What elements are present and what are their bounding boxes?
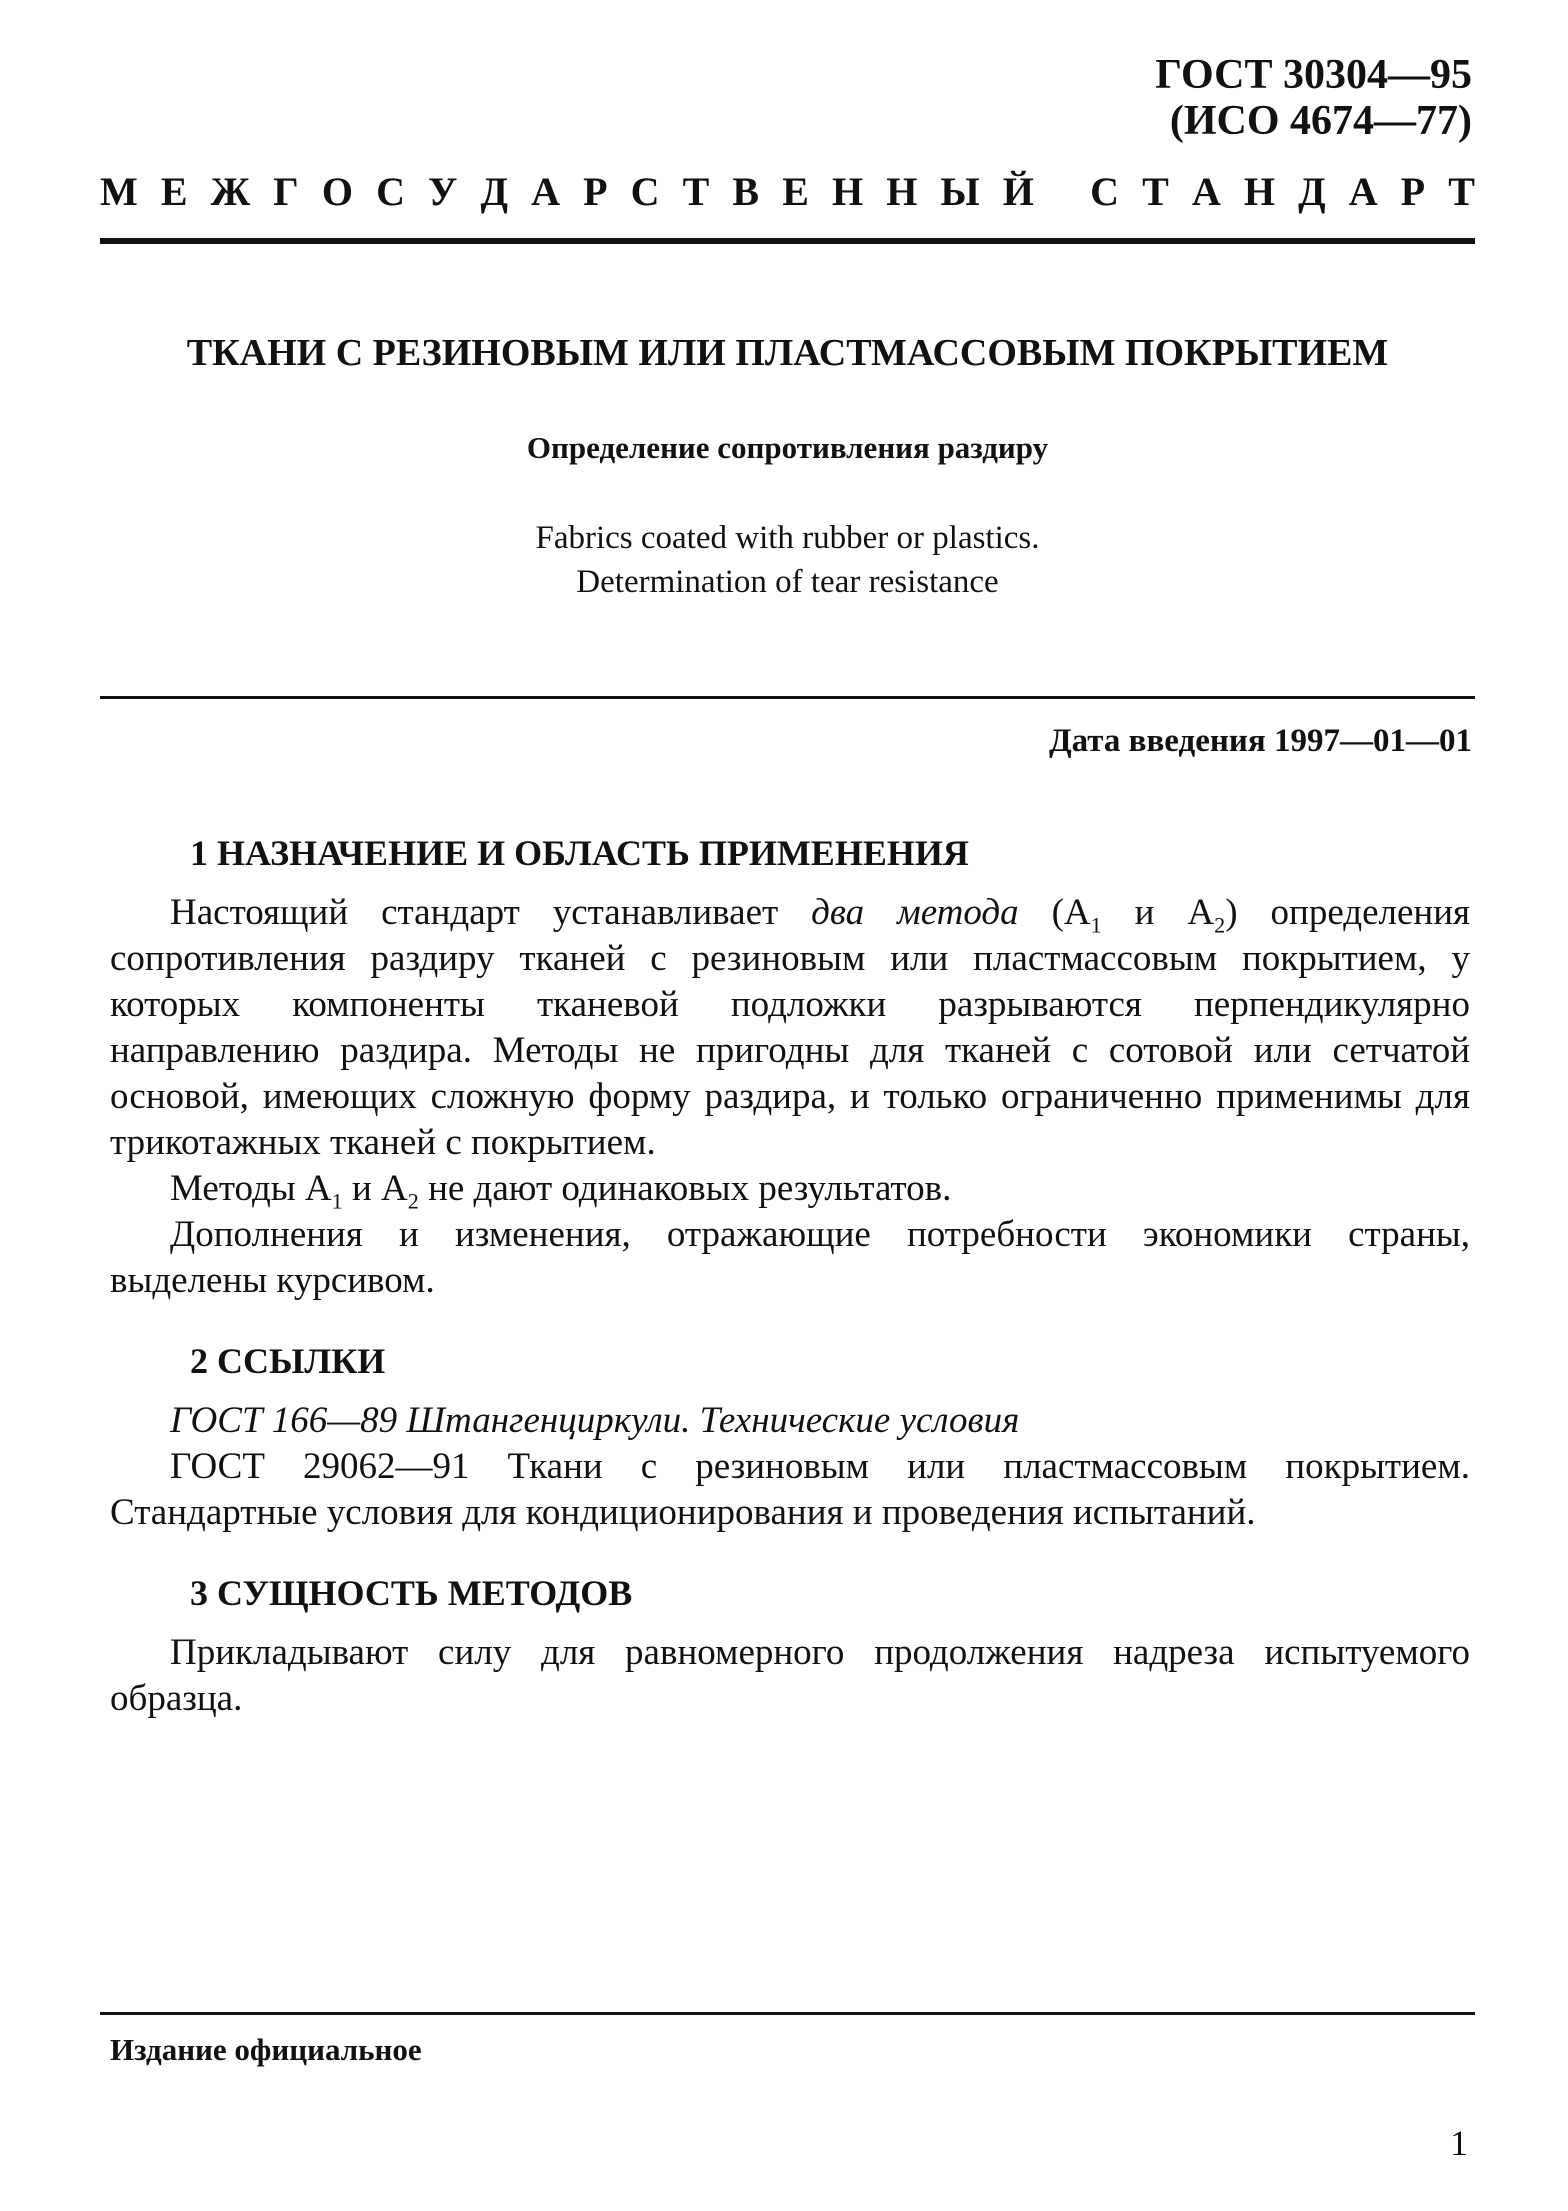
banner-letter: Д [480,169,509,214]
spacer [110,1304,1470,1338]
banner-letter: Р [583,169,608,214]
banner-letter: Т [1448,169,1475,214]
document-title: ТКАНИ С РЕЗИНОВЫМ ИЛИ ПЛАСТМАССОВЫМ ПОКРЫТИЕМ [186,332,1389,374]
section-1-paragraph-2 [110,1166,1470,1212]
reference-2: ГОСТ 29062—91 Ткани с резиновым или пластмассовым покрытием. Стандартные условия для кондиционирования и проведения испытаний. [110,1446,1470,1533]
banner-letter: В [732,169,760,214]
banner-letter: Ж [210,169,251,214]
banner-letter: А [1348,169,1378,214]
introduction-date: Дата введения 1997—01—01 [1048,723,1472,759]
banner-letter: А [1191,169,1221,214]
document-body [110,830,1470,1722]
footer-divider [100,2012,1475,2015]
italic-run: два метода [811,892,1019,933]
banner-letter: О [321,169,353,214]
banner-letter: Д [1298,169,1326,214]
banner-letter: Р [1400,169,1426,214]
section-3-paragraph-1: Прикладывают силу для равномерного продолжения надреза испытуемого образца. [110,1632,1470,1719]
banner-letter: А [531,169,561,214]
section-1-paragraph-3: Дополнения и изменения, отражающие потребности экономики страны, выделены курсивом. [110,1214,1470,1301]
banner-letter: Н [1243,169,1275,214]
banner-letter: Н [886,169,918,214]
italic-run: ГОСТ 166—89 Штангенциркули. Технические условия [170,1400,1020,1441]
subscript: 2 [407,1188,419,1214]
banner-letter: С [630,169,660,214]
banner-letter: Е [782,169,809,214]
text-run: не дают одинаковых результатов. [418,1168,952,1209]
section-2-title: 2 ССЫЛКИ [190,1341,386,1381]
subscript: 1 [331,1188,343,1214]
section-1-title: 1 НАЗНАЧЕНИЕ И ОБЛАСТЬ ПРИМЕНЕНИЯ [190,833,969,873]
banner-letter: Н [831,169,864,214]
english-title-line: Fabrics coated with rubber or plastics. [535,520,1040,556]
title-divider [100,696,1475,699]
gost-number: ГОСТ 30304—95 [1155,52,1472,98]
banner-letter: У [428,169,458,214]
banner-letter: М [100,169,138,214]
banner-letter: Г [273,169,299,214]
document-subtitle: Определение сопротивления раздиру [526,430,1049,465]
header-divider-thick [100,238,1475,244]
text-run: (A [1018,892,1091,933]
banner-letter: С [376,169,405,214]
gost-code-block [872,52,1472,144]
banner-gap [1057,168,1067,216]
reference-1 [110,1398,1470,1444]
banner-letter: Й [1002,169,1034,214]
text-run: и A [1101,892,1215,933]
banner-letter: Ы [940,169,980,214]
banner-letter: Е [160,169,188,214]
subscript: 2 [1214,912,1226,938]
english-title [100,516,1475,604]
interstate-standard-banner [100,168,1475,216]
section-3-title: 3 СУЩНОСТЬ МЕТОДОВ [190,1573,633,1613]
subscript: 1 [1090,912,1102,938]
banner-letter: С [1090,169,1119,214]
english-title-line: Determination of tear resistance [576,564,999,600]
banner-letter: Т [1142,169,1169,214]
text-run: и A [342,1168,408,1209]
text-run: Настоящий стандарт устанавливает [170,892,812,933]
text-run: ) определения сопротивления раздиру тканей с резиновым или пластмассовым покрытием, у которых компоненты тканевой подложки разрываются перпендикулярно направлению раздира. Методы не пригодны для тканей с сотовой или сетчатой основой, имеющих сложную форму раздира, и только ограниченно применимы для трикотажных тканей с покрытием. [110,892,1471,1163]
text-run: Методы A [170,1168,332,1209]
page-number: 1 [1450,2123,1468,2163]
banner-letter: Т [682,169,710,214]
section-1-paragraph-1 [110,890,1470,1166]
spacer [110,1536,1470,1570]
official-edition-label: Издание официальное [110,2032,422,2067]
iso-number: (ИСО 4674—77) [1169,98,1472,144]
